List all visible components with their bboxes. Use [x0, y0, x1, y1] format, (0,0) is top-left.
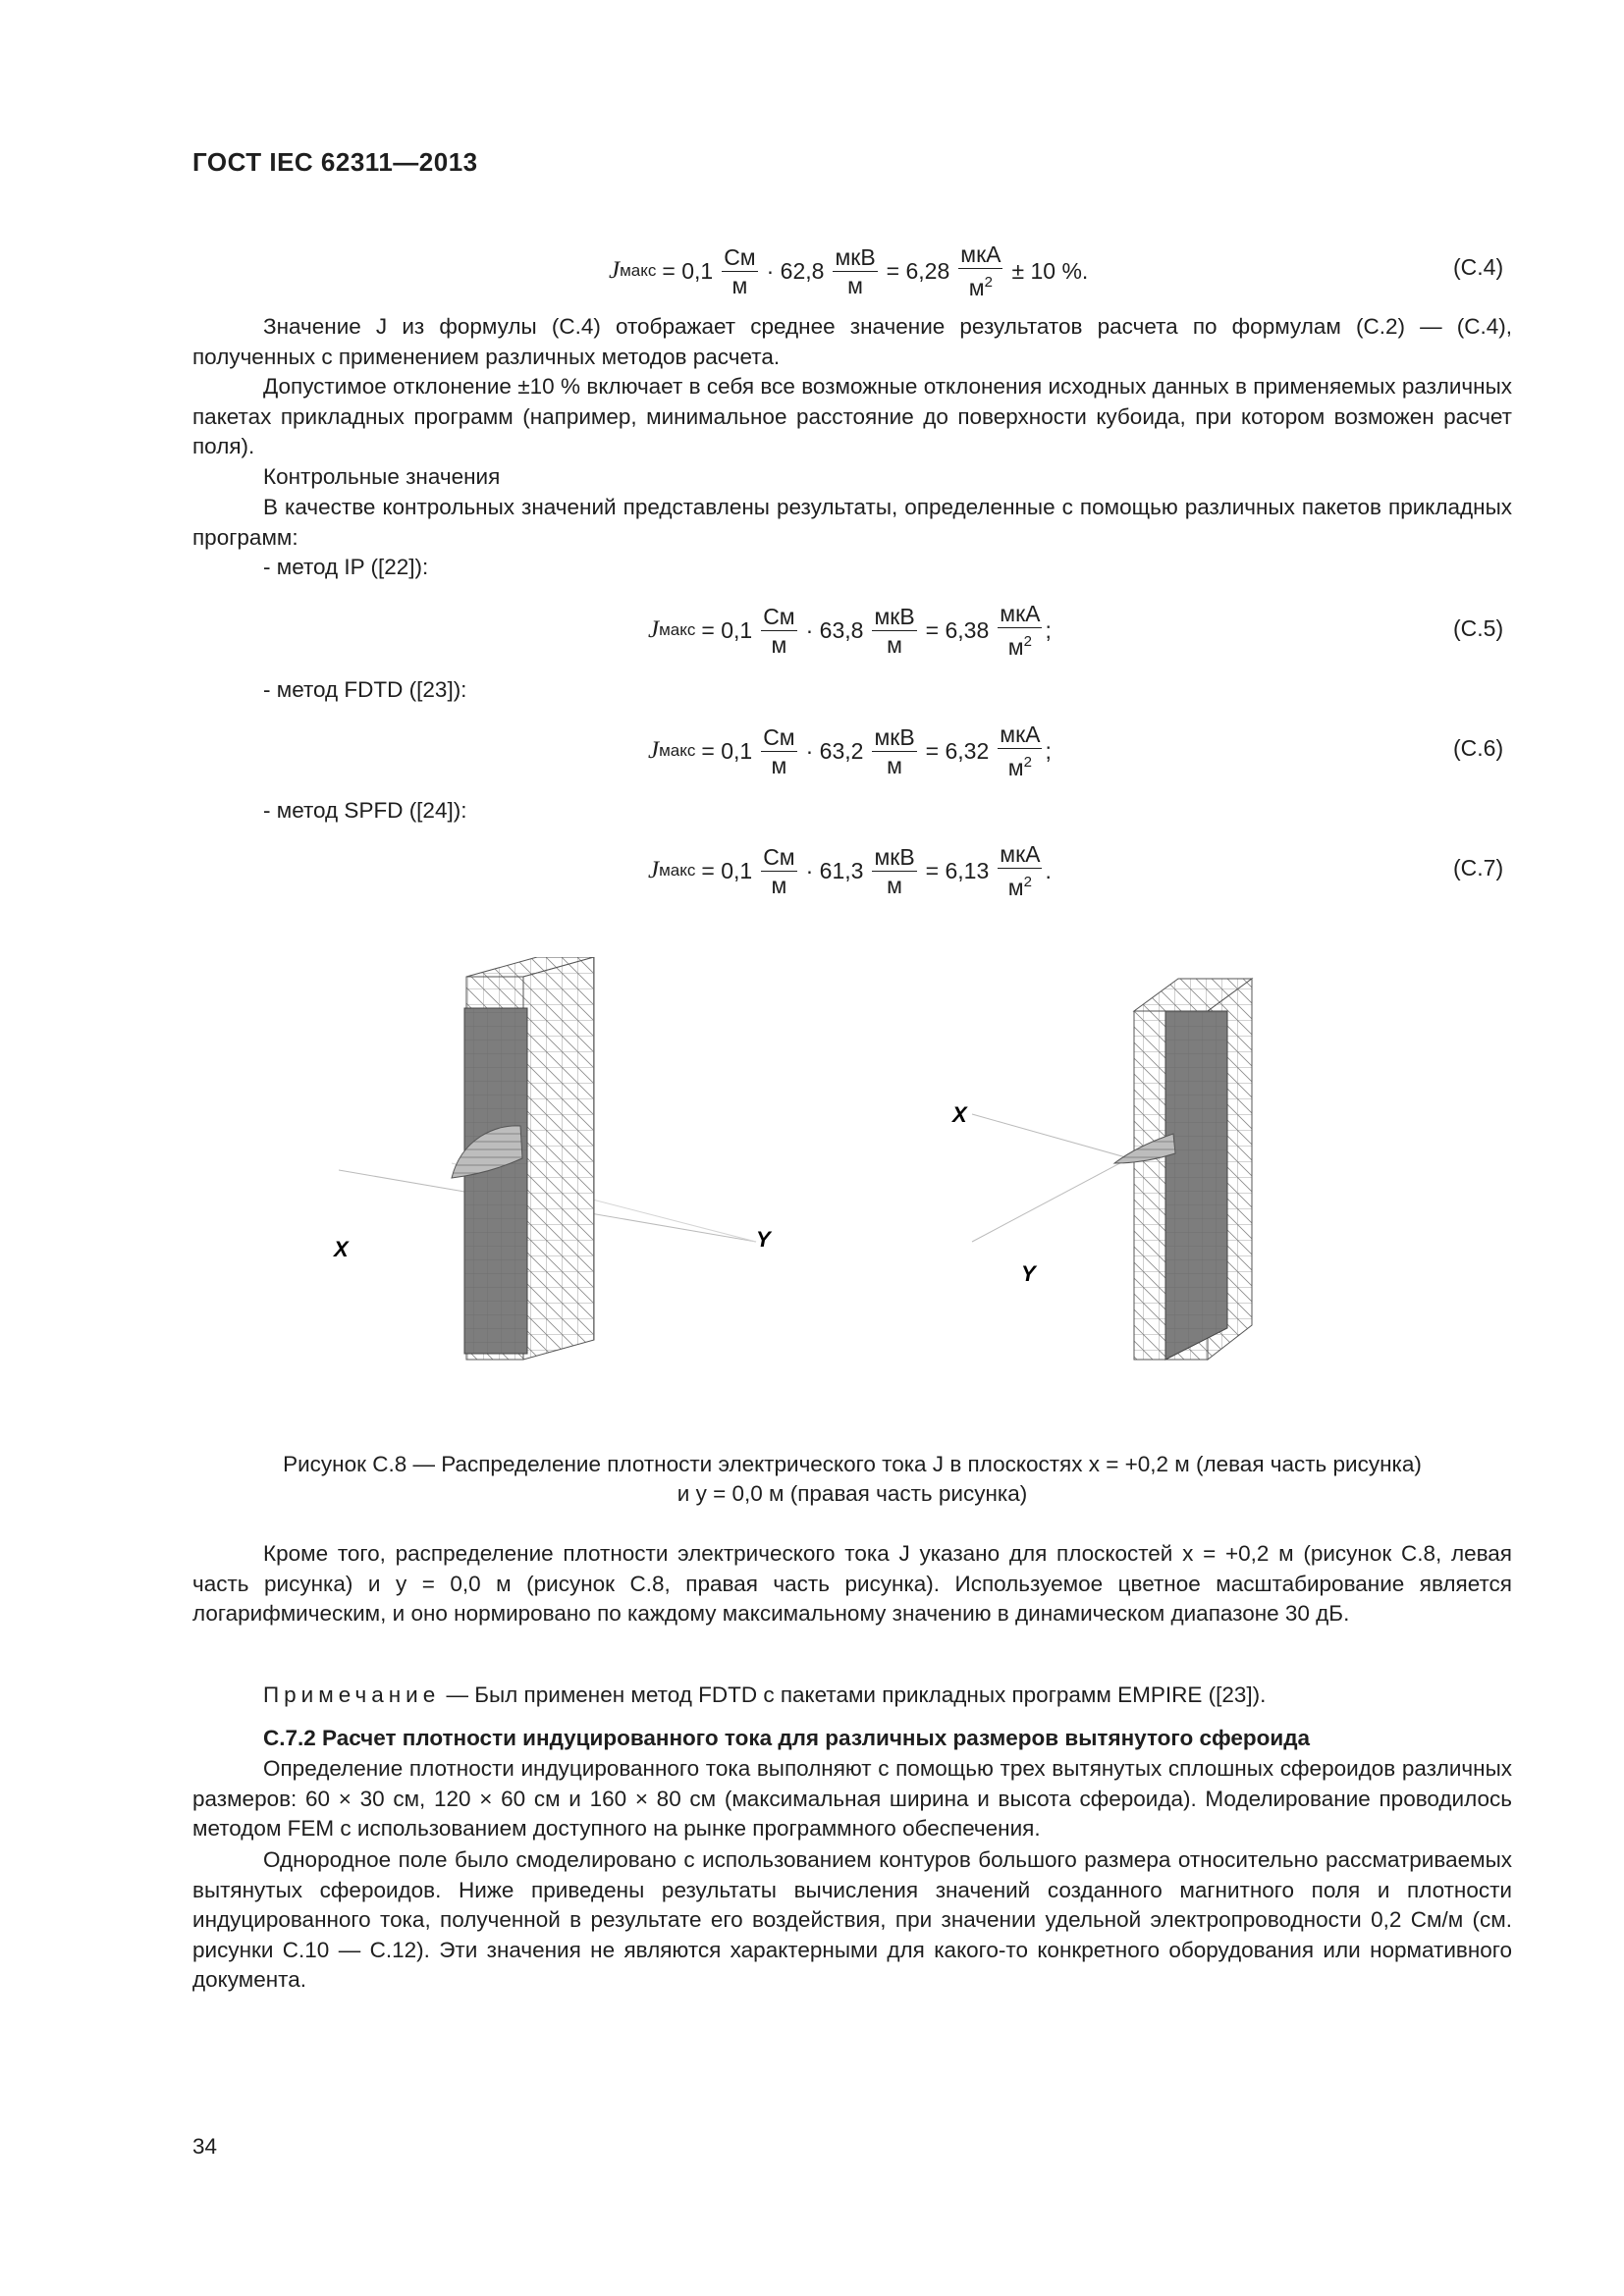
equation-c5: J макс = 0,1 $\frac{См}{м}$ · 63,8 $\frac{\text{мкВ}}{м}$ = 6,38 $\frac{\text{мкА}}{м^2}$ ; — [648, 601, 1052, 660]
fraction: $\frac{\text{мкА}}{м^2}$ — [1000, 841, 1041, 900]
paragraph: В качестве контрольных значений представлены результаты, определенные с помощью различных пакетов прикладных программ: — [192, 495, 1512, 550]
fraction: $\frac{См}{м}$ — [763, 603, 795, 658]
note-label: Примечание — [263, 1682, 441, 1707]
fraction: $\frac{\text{мкВ}}{м}$ — [874, 603, 915, 658]
fraction: $\frac{\text{мкА}}{м^2}$ — [1000, 721, 1041, 780]
paragraph: Кроме того, распределение плотности электрического тока J указано для плоскостей x = +0,2 м (рисунок C.8, левая часть рисунка) и y = 0,0 м (рисунок C.8, правая часть рисунка). Используемое цветное масштабирование является логарифмическим, и оно нормировано по каждому максимальному значению в динамическом диапазоне 30 дБ. — [192, 1541, 1512, 1626]
right-model — [950, 979, 1252, 1360]
note — [192, 1681, 1512, 1711]
paragraph: Однородное поле было смоделировано с использованием контуров большого размера относительно рассматриваемых вытянутых сфероидов. Ниже приведены результаты вычисления значений созданного магнитного поля и плотности индуцированного тока, полученной в результате его воздействия, при значении удельной электропроводности 0,2 См/м (см. рисунки C.10 — C.12). Эти значения не являются характерными для какого-то конкретного оборудования или нормативного документа. — [192, 1847, 1512, 1992]
equation-number: (C.5) — [1453, 615, 1504, 641]
fraction: $\frac{\text{мкА}}{м^2}$ — [960, 241, 1001, 300]
axis-label-y: Y — [756, 1227, 771, 1252]
axis-label-x: X — [952, 1102, 967, 1127]
fraction: $\frac{\text{мкВ}}{м}$ — [874, 843, 915, 898]
equation-c7: J макс = 0,1 $\frac{См}{м}$ · 61,3 $\frac{\text{мкВ}}{м}$ = 6,13 $\frac{\text{мкА}}{м^2}$ . — [648, 841, 1052, 900]
equation-number: (C.6) — [1453, 735, 1504, 761]
equation-c4: J макс = 0,1 $\frac{См}{м}$ · 62,8 $\frac{\text{мкВ}}{м}$ = 6,28 $\frac{\text{мкА}}{м^2}$ ± 10 %. — [609, 241, 1089, 300]
fraction: $\frac{См}{м}$ — [724, 243, 756, 298]
axis-line — [972, 1158, 1129, 1242]
document-header: ГОСТ IEC 62311—2013 — [192, 147, 478, 177]
paragraph: Значение J из формулы (C.4) отображает среднее значение результатов расчета по формулам (C.2) — (C.4), полученных с применением различных методов расчета. — [192, 314, 1512, 369]
page-number: 34 — [192, 2134, 218, 2159]
equation-number: (C.4) — [1453, 254, 1504, 280]
fraction: $\frac{\text{мкВ}}{м}$ — [874, 723, 915, 778]
current-density-plane — [464, 1008, 527, 1354]
section-title: C.7.2 Расчет плотности индуцированного тока для различных размеров вытянутого сфероида — [263, 1726, 1311, 1750]
paragraph: Допустимое отклонение ±10 % включает в себя все возможные отклонения исходных данных в применяемых различных пакетах прикладных программ (например, минимальное расстояние до поверхности кубоида, при котором возможен расчет поля). — [192, 374, 1512, 458]
paragraph: Контрольные значения — [263, 464, 501, 489]
fraction: $\frac{См}{м}$ — [763, 723, 795, 778]
method-label: - метод IP ([22]): — [263, 555, 429, 579]
method-label: - метод FDTD ([23]): — [263, 677, 467, 702]
fraction: $\frac{\text{мкА}}{м^2}$ — [1000, 601, 1041, 660]
current-density-plane — [1165, 1011, 1227, 1360]
figure-caption: Рисунок C.8 — Распределение плотности электрического тока J в плоскостях x = +0,2 м (левая часть рисунка) и y = 0,0 м (правая часть рисунка) — [283, 1452, 1422, 1506]
fraction: $\frac{\text{мкВ}}{м}$ — [835, 243, 876, 298]
method-label: - метод SPFD ([24]): — [263, 798, 467, 823]
equation-number: (C.7) — [1453, 855, 1504, 881]
note-text: — Был применен метод FDTD с пакетами прикладных программ EMPIRE ([23]). — [440, 1682, 1267, 1707]
axis-line — [972, 1114, 1129, 1158]
paragraph: Определение плотности индуцированного тока выполняют с помощью трех вытянутых сплошных сфероидов различных размеров: 60 × 30 см, 120 × 60 см и 160 × 80 см (максимальная ширина и высота сфероида). Моделирование проводилось методом FEM с использованием доступного на рынке программного обеспечения. — [192, 1756, 1512, 1841]
fraction: $\frac{См}{м}$ — [763, 843, 795, 898]
axis-label-x: X — [334, 1237, 349, 1261]
left-model — [332, 957, 773, 1360]
equation-c6: J макс = 0,1 $\frac{См}{м}$ · 63,2 $\frac{\text{мкВ}}{м}$ = 6,32 $\frac{\text{мкА}}{м^2}$ ; — [648, 721, 1052, 780]
axis-label-y: Y — [1021, 1261, 1036, 1286]
figure-c8 — [295, 957, 1276, 1389]
